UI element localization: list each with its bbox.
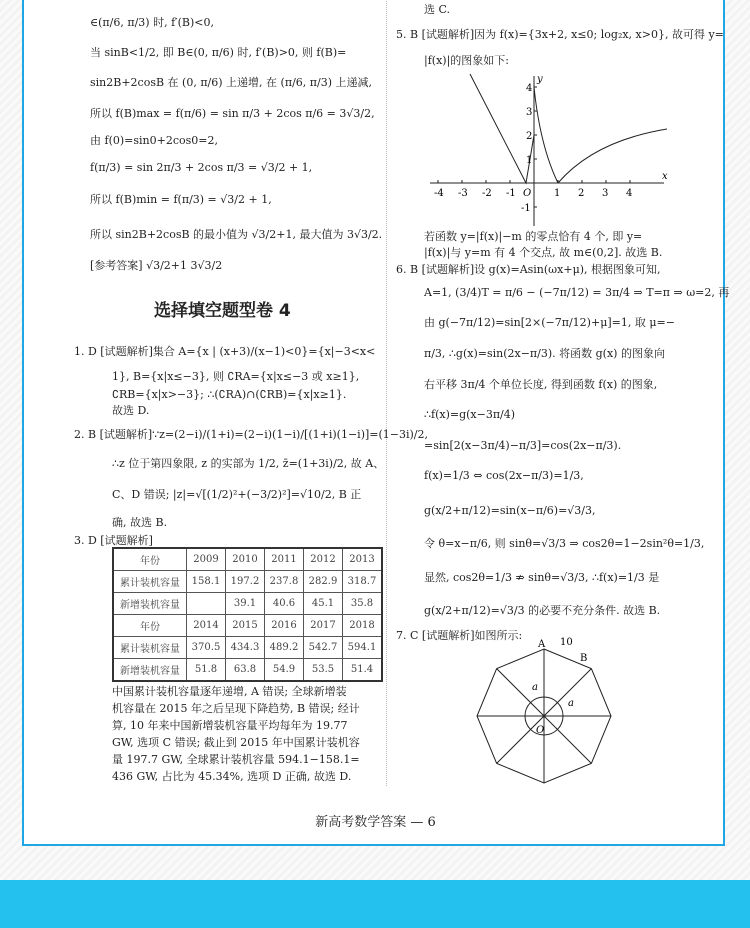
table-cell: 2010 bbox=[226, 548, 265, 571]
octagon-figure bbox=[464, 636, 624, 786]
q3-header: 3. D [试题解析] bbox=[74, 534, 153, 547]
table-cell: 158.1 bbox=[187, 571, 226, 593]
q6-line: 右平移 3π/4 个单位长度, 得到函数 f(x) 的图象, bbox=[424, 378, 658, 391]
table-cell: 新增装机容量 bbox=[113, 659, 187, 682]
table-cell bbox=[187, 593, 226, 615]
text-line: 当 sinB<1/2, 即 B∈(0, π/6) 时, f′(B)>0, 则 f(B)= bbox=[90, 46, 347, 59]
table-cell: 2013 bbox=[343, 548, 383, 571]
q1-line: 故选 D. bbox=[112, 404, 150, 417]
table-cell: 489.2 bbox=[265, 637, 304, 659]
origin-label: O bbox=[523, 188, 532, 199]
table-cell: 累计装机容量 bbox=[113, 637, 187, 659]
answer-page bbox=[22, 0, 730, 846]
table-row bbox=[113, 637, 382, 659]
q3-line: 算, 10 年来中国新增装机容量平均每年为 19.77 bbox=[112, 719, 348, 732]
table-cell: 40.6 bbox=[265, 593, 304, 615]
table-cell: 年份 bbox=[113, 548, 187, 571]
table-cell: 53.5 bbox=[304, 659, 343, 682]
text-line: 选 C. bbox=[424, 3, 451, 16]
x-tick-label: 1 bbox=[554, 188, 561, 199]
table-cell: 2009 bbox=[187, 548, 226, 571]
table-cell: 2018 bbox=[343, 615, 383, 637]
q2-line: 确, 故选 B. bbox=[112, 516, 168, 529]
label-center-o: O bbox=[536, 725, 545, 736]
table-cell: 35.8 bbox=[343, 593, 383, 615]
x-tick-label: -4 bbox=[434, 188, 444, 199]
table-cell: 370.5 bbox=[187, 637, 226, 659]
y-axis-label: y bbox=[537, 74, 543, 85]
table-cell: 新增装机容量 bbox=[113, 593, 187, 615]
q2-line: C、D 错误; |z|=√[(1/2)²+(−3/2)²]=√10/2, B 正 bbox=[112, 488, 362, 501]
table-cell: 2011 bbox=[265, 548, 304, 571]
q3-line: GW, 选项 C 错误; 截止到 2015 年中国累计装机容 bbox=[112, 736, 360, 749]
q1-line: 1. D [试题解析]集合 A={x | (x+3)/(x−1)<0}={x|−3<x< bbox=[74, 345, 376, 358]
q6-line: f(x)=1/3 ⇔ cos(2x−π/3)=1/3, bbox=[424, 469, 584, 482]
q6-line: 6. B [试题解析]设 g(x)=Asin(ωx+μ), 根据图象可知, bbox=[396, 263, 661, 276]
q6-line: g(x/2+π/12)=sin(x−π/6)=√3/3, bbox=[424, 504, 596, 517]
q5-line: |f(x)|与 y=m 有 4 个交点, 故 m∈(0,2]. 故选 B. bbox=[424, 246, 663, 259]
table-cell: 318.7 bbox=[343, 571, 383, 593]
abs-f-graph bbox=[424, 66, 684, 226]
curve-log-near bbox=[534, 87, 558, 183]
table-cell: 594.1 bbox=[343, 637, 383, 659]
text-line: 由 f(0)=sin0+2cos0=2, bbox=[90, 134, 218, 147]
table-cell: 年份 bbox=[113, 615, 187, 637]
label-b-vertex: B bbox=[580, 653, 588, 664]
y-tick-label: 1 bbox=[526, 155, 533, 166]
table-cell: 197.2 bbox=[226, 571, 265, 593]
table-cell: 51.4 bbox=[343, 659, 383, 682]
table-cell: 434.3 bbox=[226, 637, 265, 659]
x-tick-label: 4 bbox=[626, 188, 633, 199]
q6-line: 令 θ=x−π/6, 则 sinθ=√3/3 ⇒ cos2θ=1−2sin²θ=1/3, bbox=[424, 537, 705, 550]
q5-line: |f(x)|的图象如下: bbox=[424, 54, 509, 67]
table-row bbox=[113, 593, 382, 615]
x-tick-label: 3 bbox=[602, 188, 609, 199]
curve-left bbox=[470, 74, 534, 183]
q3-line: 机容量在 2015 年之后呈现下降趋势, B 错误; 经计 bbox=[112, 702, 360, 715]
q6-line: g(x/2+π/12)=√3/3 的必要不充分条件. 故选 B. bbox=[424, 604, 661, 617]
table-cell: 282.9 bbox=[304, 571, 343, 593]
curve-log-far bbox=[558, 129, 667, 183]
table-cell: 累计装机容量 bbox=[113, 571, 187, 593]
q6-line: 显然, cos2θ=1/3 ⇏ sinθ=√3/3, ∴f(x)=1/3 是 bbox=[424, 571, 660, 584]
text-line: 所以 f(B)min = f(π/3) = √3/2 + 1, bbox=[90, 193, 272, 206]
q2-line: 2. B [试题解析]∵z=(2−i)/(1+i)=(2−i)(1−i)/[(1+i)(1−i)]=(1−3i)/2, bbox=[74, 428, 429, 441]
section-title: 选择填空题型卷 4 bbox=[154, 301, 291, 321]
label-radius-a: a bbox=[532, 682, 538, 693]
table-cell: 45.1 bbox=[304, 593, 343, 615]
x-tick-label: -3 bbox=[458, 188, 468, 199]
table-row bbox=[113, 548, 382, 571]
text-line: sin2B+2cosB 在 (0, π/6) 上递增, 在 (π/6, π/3) 上递减, bbox=[90, 76, 372, 89]
table-cell: 54.9 bbox=[265, 659, 304, 682]
table-cell: 2015 bbox=[226, 615, 265, 637]
table-cell: 237.8 bbox=[265, 571, 304, 593]
table-cell: 2017 bbox=[304, 615, 343, 637]
table-cell: 63.8 bbox=[226, 659, 265, 682]
table-cell: 2014 bbox=[187, 615, 226, 637]
table-cell: 51.8 bbox=[187, 659, 226, 682]
table-row bbox=[113, 571, 382, 593]
x-tick-label: -1 bbox=[506, 188, 516, 199]
q7-line: 7. C [试题解析]如图所示: bbox=[396, 629, 523, 642]
y-tick-label: 4 bbox=[526, 83, 533, 94]
capacity-table bbox=[112, 547, 383, 682]
text-line: ∈(π/6, π/3) 时, f′(B)<0, bbox=[90, 16, 215, 29]
table-cell: 2012 bbox=[304, 548, 343, 571]
x-tick-label: 2 bbox=[578, 188, 585, 199]
q1-line: ∁RB={x|x>−3}; ∴(∁RA)∩(∁RB)={x|x≥1}. bbox=[112, 388, 347, 401]
label-side-length: 10 bbox=[560, 637, 573, 648]
q5-line: 若函数 y=|f(x)|−m 的零点恰有 4 个, 即 y= bbox=[424, 230, 643, 243]
table-cell: 542.7 bbox=[304, 637, 343, 659]
q6-line: π/3, ∴g(x)=sin(2x−π/3). 将函数 g(x) 的图象向 bbox=[424, 347, 665, 360]
table-row bbox=[113, 615, 382, 637]
text-line: 所以 f(B)max = f(π/6) = sin π/3 + 2cos π/6 = 3√3/2, bbox=[90, 107, 375, 120]
page-footer: 新高考数学答案 — 6 bbox=[315, 815, 436, 830]
x-tick-label: -2 bbox=[482, 188, 492, 199]
reference-answer: [参考答案] √3/2+1 3√3/2 bbox=[90, 259, 223, 272]
q6-line: 由 g(−7π/12)=sin[2×(−7π/12)+μ]=1, 取 μ=− bbox=[424, 316, 675, 329]
label-radius-a2: a bbox=[568, 698, 574, 709]
y-tick-label: -1 bbox=[521, 203, 531, 214]
q6-line: ∴f(x)=g(x−3π/4) bbox=[424, 408, 516, 421]
y-tick-label: 3 bbox=[526, 107, 533, 118]
q3-line: 中国累计装机容量逐年递增, A 错误; 全球新增装 bbox=[112, 685, 347, 698]
table-cell: 39.1 bbox=[226, 593, 265, 615]
y-tick-label: 2 bbox=[526, 131, 533, 142]
bottom-band bbox=[0, 880, 750, 928]
q5-line: 5. B [试题解析]因为 f(x)={3x+2, x≤0; log₂x, x>0}, 故可得 y= bbox=[396, 28, 724, 41]
q1-line: 1}, B={x|x≤−3}, 则 ∁RA={x|x≤−3 或 x≥1}, bbox=[112, 370, 360, 383]
q6-line: A=1, (3/4)T = π/6 − (−7π/12) = 3π/4 ⇒ T=π ⇒ ω=2, 再 bbox=[424, 286, 730, 299]
text-line: f(π/3) = sin 2π/3 + 2cos π/3 = √3/2 + 1, bbox=[90, 161, 313, 174]
q6-line: =sin[2(x−3π/4)−π/3]=cos(2x−π/3). bbox=[424, 439, 622, 452]
text-line: 所以 sin2B+2cosB 的最小值为 √3/2+1, 最大值为 3√3/2. bbox=[90, 228, 383, 241]
q3-line: 量 197.7 GW, 全球累计装机容量 594.1−158.1= bbox=[112, 753, 360, 766]
column-divider bbox=[386, 0, 387, 786]
table-row bbox=[113, 659, 382, 682]
table-cell: 2016 bbox=[265, 615, 304, 637]
x-axis-label: x bbox=[662, 171, 668, 182]
q2-line: ∴z 位于第四象限, z 的实部为 1/2, z̄=(1+3i)/2, 故 A、 bbox=[112, 457, 385, 470]
label-a-vertex: A bbox=[538, 639, 546, 650]
q3-line: 436 GW, 占比为 45.34%, 选项 D 正确, 故选 D. bbox=[112, 770, 352, 783]
